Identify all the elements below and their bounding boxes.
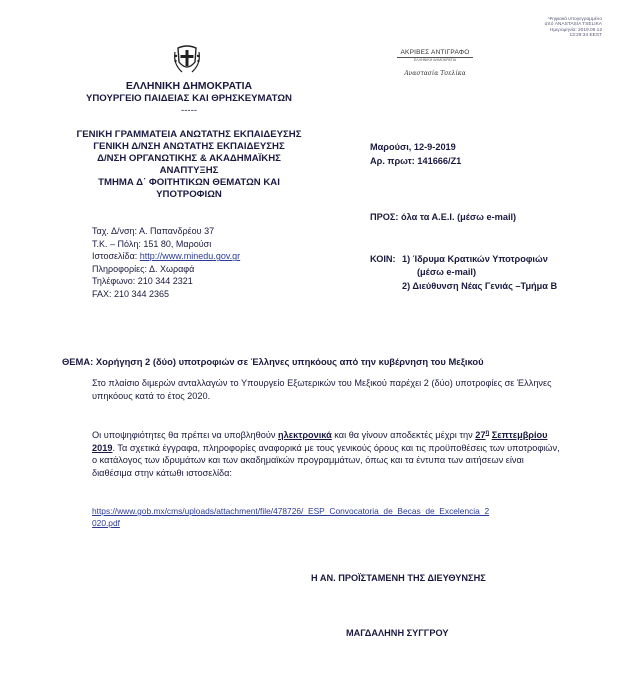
issuing-unit-block	[30, 129, 348, 201]
header-divider: -----	[181, 105, 197, 116]
handwritten-signature: Αναστασία Τσελίκα	[404, 70, 466, 77]
deadline-month: Σεπτεμβρίου 2019	[92, 430, 548, 453]
issuing-unit-line: Δ/ΝΣΗ ΟΡΓΑΝΩΤΙΚΗΣ & ΑΚΑΔΗΜΑΪΚΗΣ	[97, 153, 281, 164]
cc-recipient-1: 1) Ίδρυμα Κρατικών Υποτροφιών	[402, 254, 548, 264]
issuing-unit-line: ΥΠΟΤΡΟΦΙΩΝ	[156, 189, 222, 200]
digital-signature-info	[545, 17, 602, 39]
signature-line: από ANASTASIA TSELIKA	[544, 22, 602, 28]
url-line-1[interactable]: https://www.gob.mx/cms/uploads/attachment/file/478726/_ESP_Convocatoria_de_Becas_de_Excelencia_2	[92, 506, 490, 516]
ministry-heading: ΥΠΟΥΡΓΕΙΟ ΠΑΙΔΕΙΑΣ ΚΑΙ ΘΡΗΣΚΕΥΜΑΤΩΝ	[85, 93, 292, 104]
document-date: Μαρούσι, 12-9-2019	[370, 142, 456, 152]
url-line-2[interactable]: 020.pdf	[92, 518, 120, 528]
subject-line: ΘΕΜΑ: Χορήγηση 2 (δύο) υποτροφιών σε Έλληνες υπηκόους από την κυβέρνηση του Μεξικού	[62, 356, 484, 367]
text-segment: . Τα σχετικά έγγραφα, πληροφορίες αναφορικά με τους γενικούς όρους και τις προϋποθέσεις των υποτροφιών, ο κατάλογος των ιδρυμάτων και των ακαδημαϊκών προγραμμάτων, όπως και τα έντυπα των αιτήσεων είναι διαθέσιμα στην κάτωθι ιστοσελίδα:	[92, 442, 560, 478]
recipient-to: ΠΡΟΣ: όλα τα Α.Ε.Ι. (μέσω e-mail)	[370, 212, 517, 222]
body-paragraph-1	[92, 377, 562, 402]
signature-line: Ημερομηνία: 2019.09.12	[549, 27, 602, 33]
cc-recipient-1-note: (μέσω e-mail)	[417, 267, 477, 277]
cc-recipient-2: 2) Διεύθυνση Νέας Γενιάς –Τμήμα Β	[402, 281, 558, 291]
signature-line: Ψηφιακά υπογεγραμμένο	[548, 17, 602, 22]
deadline-sup: η	[485, 430, 490, 436]
issuing-unit-line: ΑΝΑΠΤΥΞΗΣ	[159, 165, 219, 176]
body-paragraph-2	[92, 427, 562, 479]
issuing-unit-line: ΤΜΗΜΑ Δ΄ ΦΟΙΤΗΤΙΚΩΝ ΘΕΜΑΤΩΝ ΚΑΙ	[98, 177, 280, 188]
signature-line: 13:29:34 EEST	[569, 33, 602, 39]
electronic-emphasis: ηλεκτρονικά	[278, 430, 332, 441]
website-label: Ιστοσελίδα:	[92, 251, 140, 262]
protocol-number: Αρ. πρωτ: 141666/Ζ1	[370, 156, 462, 166]
copy-stamp	[397, 49, 473, 77]
greek-coat-of-arms-icon	[172, 42, 202, 76]
issuing-unit-line: ΓΕΝΙΚΗ ΓΡΑΜΜΑΤΕΙΑ ΑΝΩΤΑΤΗΣ ΕΚΠΑΙΔΕΥΣΗΣ	[76, 129, 302, 140]
address-street: Ταχ. Δ/νση: Α. Παπανδρέου 37	[92, 226, 215, 236]
deadline-day: 27	[475, 430, 486, 441]
certified-copy-stamp	[400, 17, 602, 77]
signoff-title: Η ΑΝ. ΠΡΟΪΣΤΑΜΕΝΗ ΤΗΣ ΔΙΕΥΘΥΝΣΗΣ	[311, 573, 486, 583]
copy-subtitle: ΕΛΛΗΝΙΚΗ ΔΗΜΟΚΡΑΤΙΑ	[397, 57, 473, 62]
republic-heading: ΕΛΛΗΝΙΚΗ ΔΗΜΟΚΡΑΤΙΑ	[125, 80, 253, 92]
address-phone: Τηλέφωνο: 210 344 2321	[92, 276, 193, 287]
address-fax: FAX: 210 344 2365	[92, 288, 170, 299]
address-info: Πληροφορίες: Δ. Χωραφά	[92, 263, 195, 274]
signoff-name: ΜΑΓΔΑΛΗΝΗ ΣΥΓΓΡΟΥ	[346, 628, 449, 638]
issuing-unit-line: ΓΕΝΙΚΗ Δ/ΝΣΗ ΑΝΩΤΑΤΗΣ ΕΚΠΑΙΔΕΥΣΗΣ	[93, 141, 285, 152]
text-segment: και θα γίνουν αποδεκτές μέχρι την	[331, 430, 476, 441]
paragraph-text	[92, 427, 562, 479]
text-segment: Οι υποψηφιότητες θα πρέπει να υποβληθούν	[92, 430, 279, 441]
address-postal: Τ.Κ. – Πόλη: 151 80, Μαρούσι	[92, 238, 212, 249]
paragraph-text: Στο πλαίσιο διμερών ανταλλαγών το Υπουργείο Εξωτερικών του Μεξικού παρέχει 2 (δύο) υποτροφίες σε Έλληνες υπηκόους κατά το έτος 2020.	[92, 378, 552, 401]
website-link[interactable]: http://www.minedu.gov.gr	[139, 251, 241, 262]
application-url[interactable]	[92, 505, 489, 529]
copy-title: ΑΚΡΙΒΕΣ ΑΝΤΙΓΡΑΦΟ	[400, 49, 470, 56]
address-block	[92, 225, 240, 301]
address-website-row	[92, 250, 240, 263]
cc-label: ΚΟΙΝ:	[370, 254, 396, 264]
